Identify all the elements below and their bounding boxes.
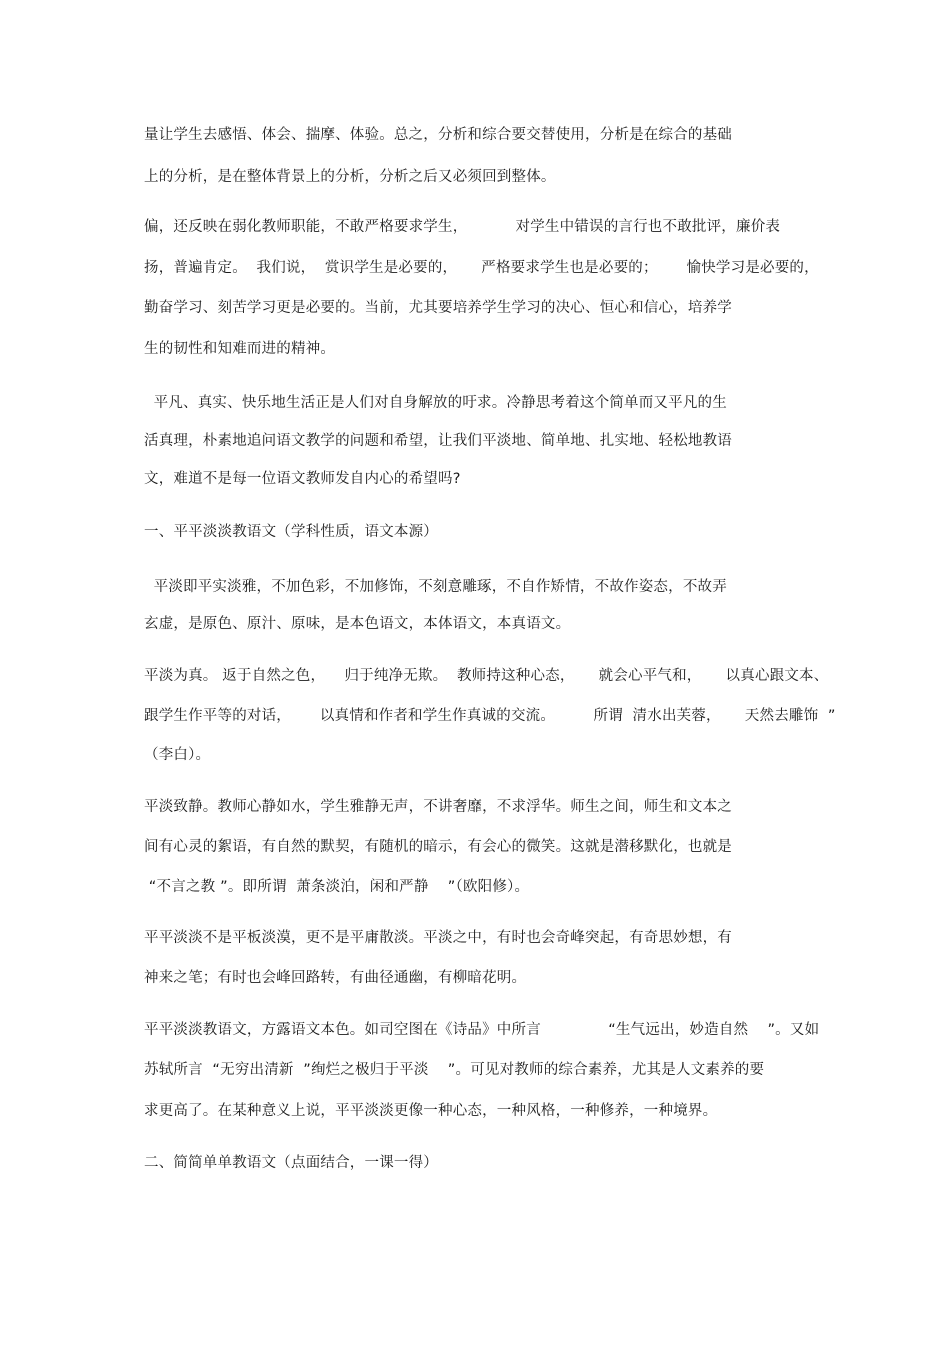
- text-line: 上的分析，是在整体背景上的分析，分析之后又必须回到整体。: [144, 169, 556, 185]
- text-line: 生的韧性和知难而进的精神。: [144, 341, 336, 357]
- text-line: 平淡即平实淡雅，不加色彩，不加修饰，不刻意雕琢，不自作矫情，不故作姿态，不故弄: [144, 579, 727, 595]
- text-line: 神来之笔；有时也会峰回路转，有曲径通幽，有柳暗花明。: [144, 970, 527, 986]
- text-line: 跟学生作平等的对话， 以真情和作者和学生作真诚的交流。 所谓 清水出芙蓉， 天然去雕饰 ”: [144, 708, 836, 724]
- text-line: 平平淡淡教语文，方露语文本色。如司空图在《诗品》中所言 “生气远出，妙造自然 ”。又如: [144, 1022, 820, 1038]
- text-line: 平淡为真。 返于自然之色， 归于纯净无欺。 教师持这种心态， 就会心平气和， 以真心跟文本、: [144, 668, 829, 684]
- text-line: “不言之教 ”。即所谓 萧条淡泊，闲和严静 ”（欧阳修）。: [144, 879, 530, 895]
- text-line: 活真理，朴素地追问语文教学的问题和希望，让我们平淡地、简单地、扎实地、轻松地教语: [144, 433, 732, 449]
- text-line: 间有心灵的絮语，有自然的默契，有随机的暗示，有会心的微笑。这就是潜移默化，也就是: [144, 839, 732, 855]
- text-line: 平淡致静。教师心静如水，学生雅静无声，不讲奢靡，不求浮华。师生之间，师生和文本之: [144, 799, 732, 815]
- section-heading: 二、简简单单教语文（点面结合，一课一得）: [144, 1155, 438, 1171]
- section-heading: 一、平平淡淡教语文（学科性质，语文本源）: [144, 524, 438, 540]
- text-line: 玄虚，是原色、原汁、原味，是本色语文，本体语文，本真语文。: [144, 616, 571, 632]
- text-line: 偏，还反映在弱化教师职能，不敢严格要求学生， 对学生中错误的言行也不敢批评，廉价表: [144, 219, 781, 235]
- text-line: 平平淡淡不是平板淡漠，更不是平庸散淡。平淡之中，有时也会奇峰突起，有奇思妙想，有: [144, 930, 732, 946]
- text-line: 苏轼所言 “无穷出清新 ”绚烂之极归于平淡 ”。可见对教师的综合素养，尤其是人文素养的要: [144, 1062, 765, 1078]
- text-line: 文，难道不是每一位语文教师发自内心的希望吗?: [144, 471, 461, 487]
- text-line: 平凡、真实、快乐地生活正是人们对自身解放的吁求。冷静思考着这个简单而又平凡的生: [144, 395, 727, 411]
- text-line: （李白）。: [144, 747, 211, 763]
- text-line: 求更高了。在某种意义上说，平平淡淡更像一种心态，一种风格，一种修养，一种境界。: [144, 1103, 718, 1119]
- text-line: 扬，普遍肯定。 我们说， 赏识学生是必要的， 严格要求学生也是必要的； 愉快学习是必要的，: [144, 260, 819, 276]
- text-line: 量让学生去感悟、体会、揣摩、体验。总之，分析和综合要交替使用，分析是在综合的基础: [144, 127, 732, 143]
- text-line: 勤奋学习、刻苦学习更是必要的。当前，尤其要培养学生学习的决心、恒心和信心，培养学: [144, 300, 732, 316]
